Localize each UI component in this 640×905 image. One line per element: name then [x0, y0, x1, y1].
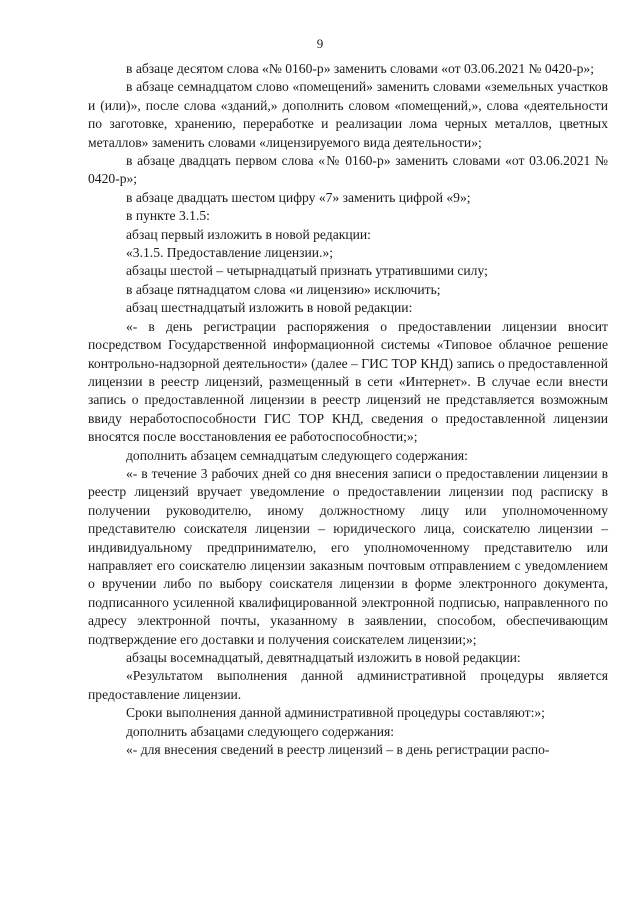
- paragraph: дополнить абзацами следующего содержания:: [126, 723, 395, 739]
- paragraph: «- в течение 3 рабочих дней со дня внесения записи о предоставлении лицензии в реестр лицензий вручает уведомление о предоставлении лицензии под расписку в получении руководителю, иному должностному лицу или уполномоченному представителю соискателя лицензии – юридического лица, соискателю лицензии – индивидуальному предпринимателю, его уполномоченному представителю или направляет его соискателю лицензии заказным почтовым отправлением с уведомлением о вручении либо по выбору соискателя лицензии в форме электронного документа, подписанного усиленной квалифицированной электронной подписью, направленного по адресу электронной почты, указанному в заявлении, способом, обеспечивающим подтверждение его доставки и получения соискателем лицензии;»;: [88, 465, 608, 647]
- paragraph: в абзаце пятнадцатом слова «и лицензию» исключить;: [126, 281, 441, 297]
- paragraph: в абзаце двадцать первом слова «№ 0160-р» заменить словами «от 03.06.2021 № 0420-р»;: [88, 153, 608, 187]
- paragraph: «3.1.5. Предоставление лицензии.»;: [126, 245, 334, 261]
- paragraph: абзац первый изложить в новой редакции:: [126, 226, 371, 242]
- paragraph: в абзаце двадцать шестом цифру «7» заменить цифрой «9»;: [126, 189, 471, 205]
- paragraph: «Результатом выполнения данной административной процедуры является предоставление лицензии.: [88, 668, 608, 702]
- paragraph: «- в день регистрации распоряжения о предоставлении лицензии вносит посредством Государственной информационной системы «Типовое облачное решение контрольно-надзорной деятельности» (далее – ГИС ТОР КНД) запись о предоставленной лицензии в реестр лицензий, размещенный в сети «Интернет». В случае если внести запись о предоставленной лицензии в реестр лицензий не представляется возможным ввиду неработоспособности ГИС ТОР КНД, сведения о предоставленной лицензии вносятся после восстановления ее работоспособности;»;: [88, 318, 608, 445]
- paragraph: «- для внесения сведений в реестр лицензий – в день регистрации распо-: [126, 742, 550, 758]
- paragraph: в абзаце семнадцатом слово «помещений» заменить словами «земельных участков и (или)», после слова «зданий,» дополнить словом «помещений,», слова «деятельности по заготовке, хранению, переработке и реализации лома черных металлов, цветных металлов» заменить словами «лицензируемого вида деятельности»;: [88, 79, 608, 150]
- paragraph: абзацы шестой – четырнадцатый признать утратившими силу;: [126, 263, 488, 279]
- paragraph: в абзаце десятом слова «№ 0160-р» заменить словами «от 03.06.2021 № 0420-р»;: [126, 61, 594, 76]
- page-number: 9: [316, 36, 324, 51]
- paragraph: в пункте 3.1.5:: [126, 208, 210, 224]
- paragraph: Сроки выполнения данной административной процедуры составляют:»;: [126, 705, 545, 721]
- paragraph: дополнить абзацем семнадцатым следующего содержания:: [126, 447, 468, 463]
- paragraph: абзац шестнадцатый изложить в новой редакции:: [126, 300, 413, 316]
- paragraph: абзацы восемнадцатый, девятнадцатый изложить в новой редакции:: [126, 650, 521, 665]
- document-body: [88, 60, 608, 759]
